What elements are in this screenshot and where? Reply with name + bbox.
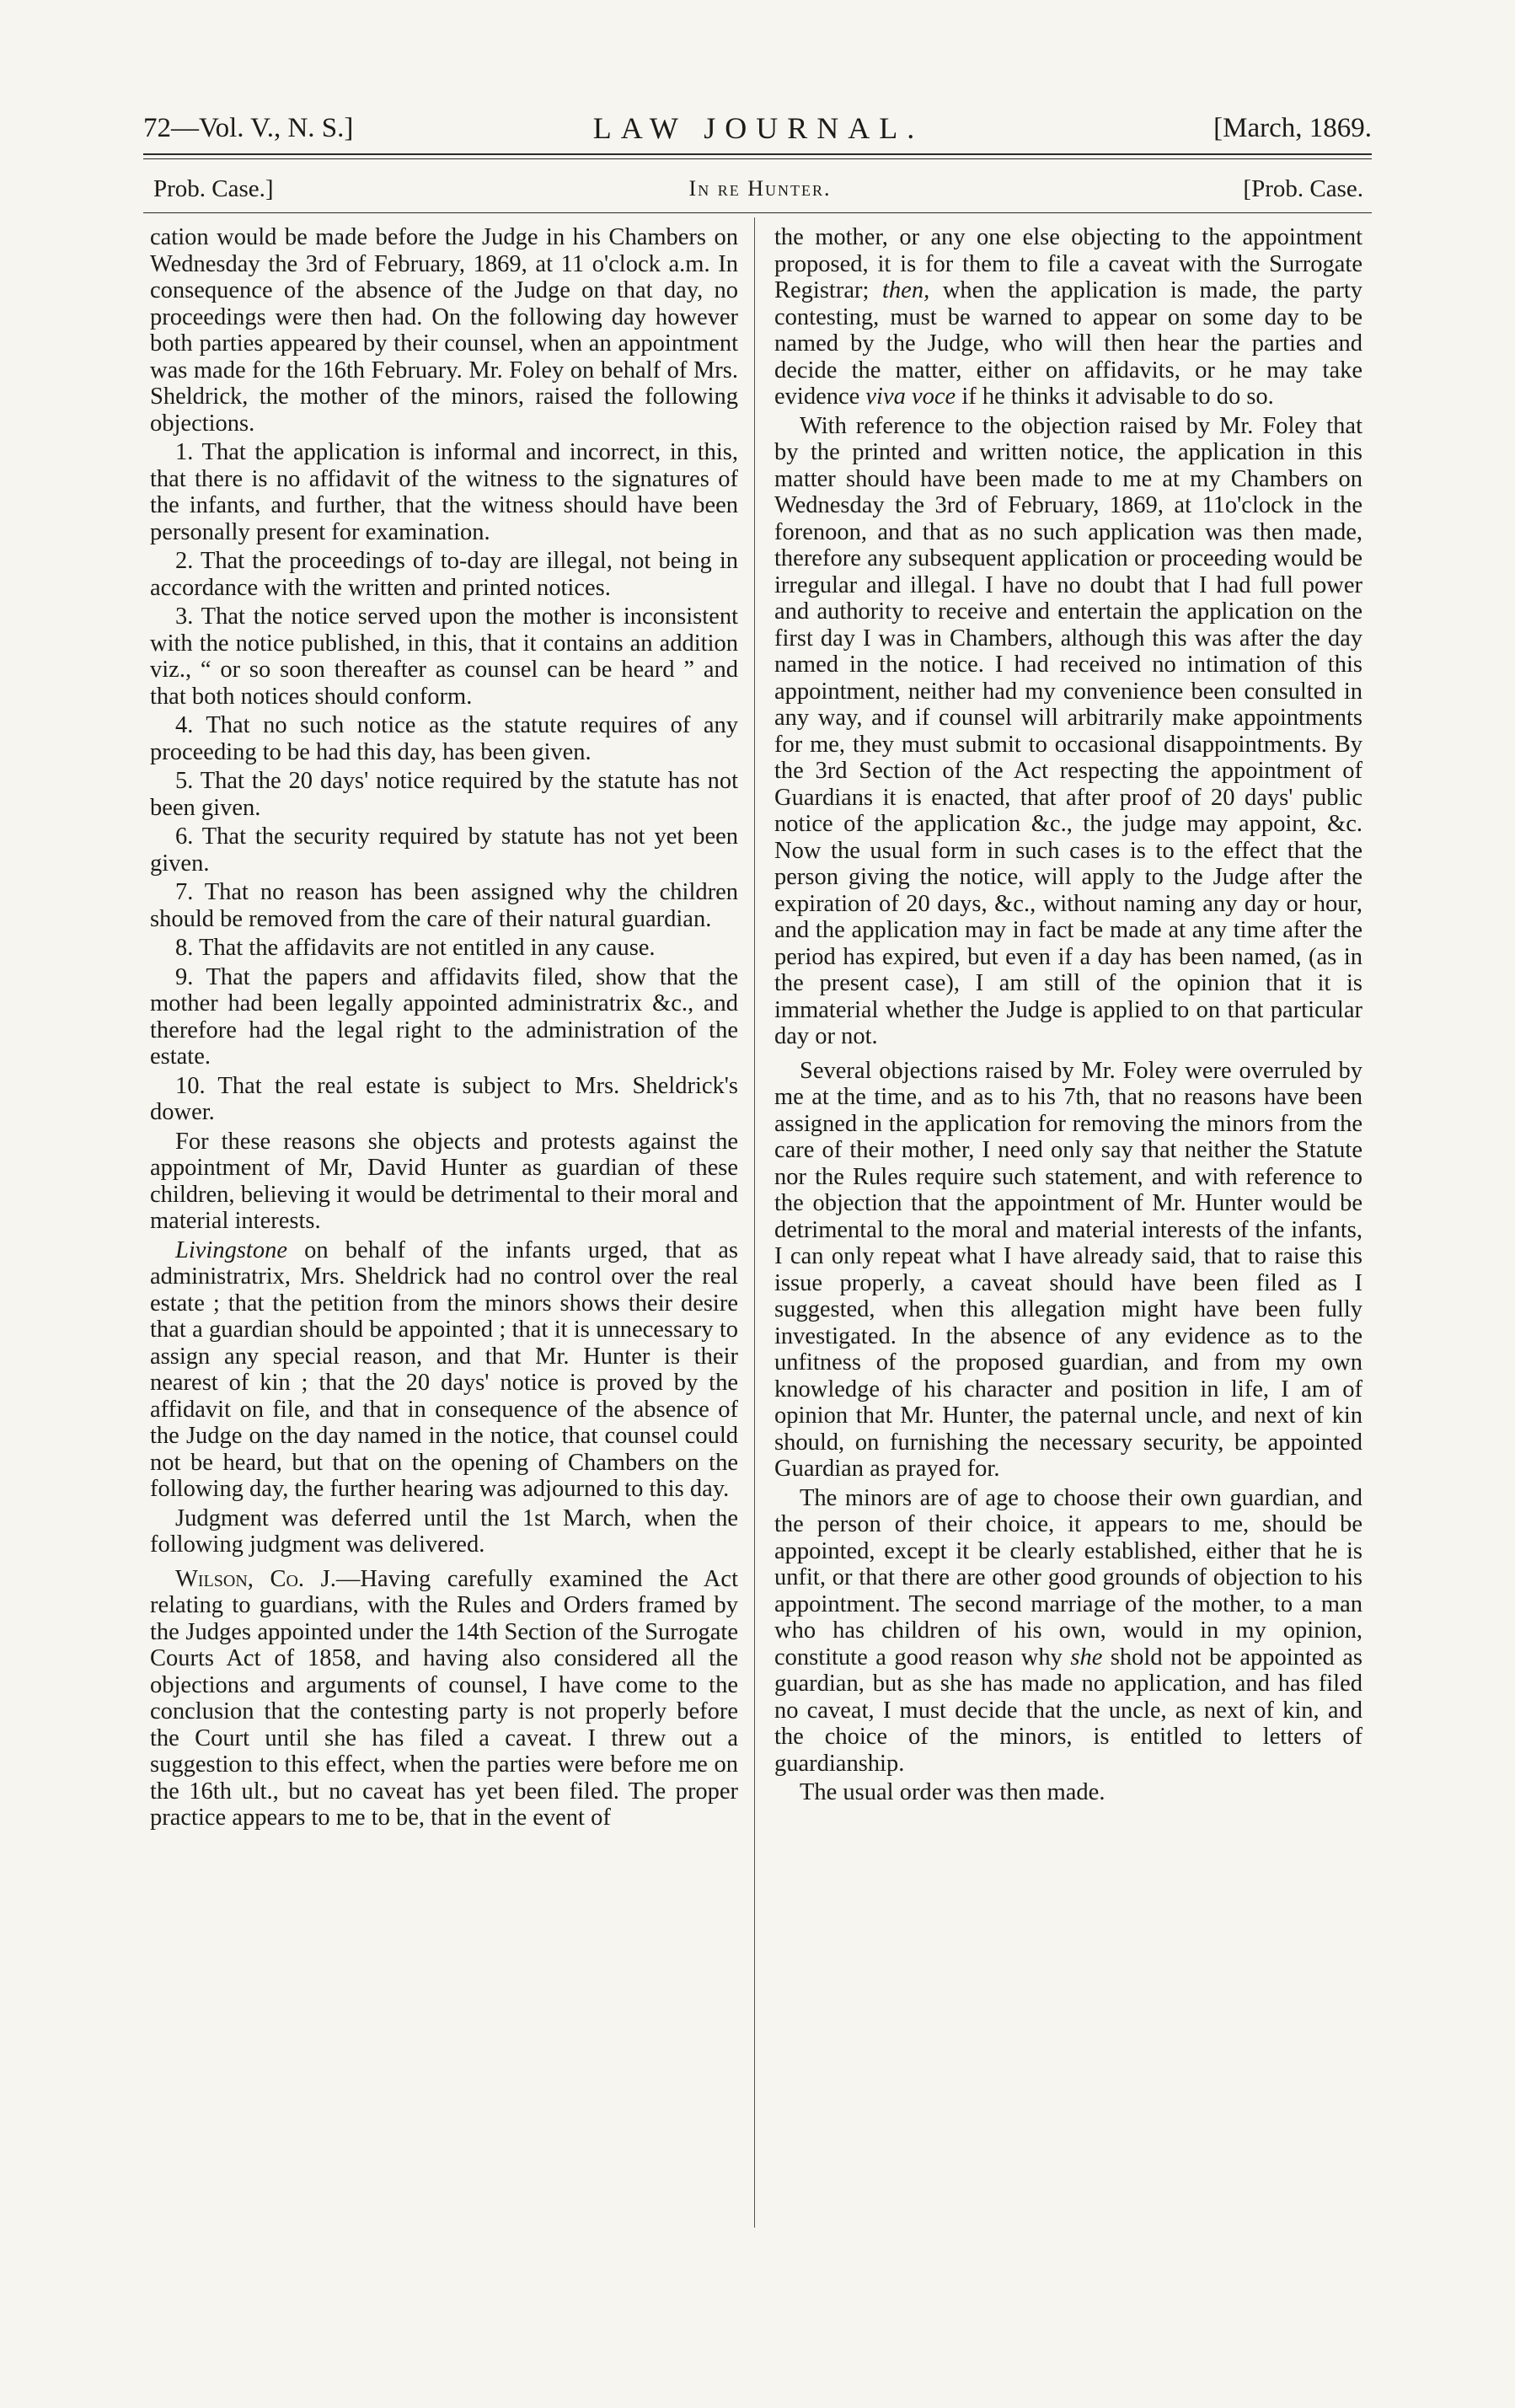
left-column: [150, 224, 738, 1834]
objection-item: 3. That the notice served upon the mother is inconsistent with the notice published, in this, that it contains an addition viz., “ or so soon thereafter as counsel can be heard ” and that both notices should conform.: [150, 603, 738, 710]
header-rule-thin: [143, 158, 1372, 159]
objection-item: 8. That the affidavits are not entitled in any cause.: [175, 935, 656, 961]
italic-term: she: [1070, 1644, 1103, 1671]
case-type-right: [Prob. Case.: [1243, 175, 1363, 202]
judge-name: Wilson, Co. J.: [175, 1565, 336, 1592]
livingstone-argument: on behalf of the infants urged, that as administratrix, Mrs. Sheldrick had no control over the real estate ; that the petition from the minors shows their desire that a guardian should be appointed ; that it is unnecessary to assign any special reason, and that Mr. Hunter is their nearest of kin ; that the 20 days' notice is proved by the affidavit on file, and that in consequence of the absence of the Judge on the day named in the notice, that counsel could not be heard, but that on the opening of Chambers on the following day, the further hearing was adjourned to this day.: [150, 1236, 738, 1502]
objection-item: 6. That the security required by statute has not yet been given.: [150, 823, 738, 877]
italic-term: then,: [882, 277, 930, 303]
objection-item: 4. That no such notice as the statute requires of any proceeding to be had this day, has been given.: [150, 712, 738, 765]
paragraph-foley-objection: With reference to the objection raised by Mr. Foley that by the printed and written notice, the application in this matter should have been made to me at my Chambers on Wednesday the 3rd of February, 1869, at 11o'clock in the forenoon, and that as no such application was then made, therefore any subsequent application or proceeding would be irregular and illegal. I have no doubt that I had full power and authority to receive and entertain the application on the first day I was in Chambers, although this was after the day named in the notice. I had received no intimation of this appointment, neither had my convenience been consulted in any way, and if counsel will arbitrarily make appointments for me, they must submit to occasional disappointments. By the 3rd Section of the Act respecting the appointment of Guardians it is enacted, that after proof of 20 days' public notice of the application &c., the judge may appoint, &c. Now the usual form in such cases is to the effect that the person giving the notice, will apply to the Judge after the expiration of 20 days, &c., without naming any day or hour, and the application may in fact be made at any time after the period has expired, but even if a day has been named, (as in the present case), I am still of the opinion that it is immaterial whether the Judge is applied to on that particular day or not.: [774, 412, 1362, 1049]
text-span: the mother, or any one else objecting to the appointment proposed, it is for them to file a caveat with the Surrogate Registrar;: [774, 224, 1362, 303]
italic-term: viva voce: [865, 383, 956, 410]
objection-item: 9. That the papers and affidavits filed, show that the mother had been legally appointed administratrix &c., and therefore had the legal right to the administration of the estate.: [150, 963, 738, 1070]
objection-item: 10. That the real estate is subject to Mrs. Sheldrick's dower.: [150, 1072, 738, 1125]
paragraph-overruled: Several objections raised by Mr. Foley were overruled by me at the time, and as to his 7th, that no reasons have been assigned in the application for removing the minors from the care of their mother, I need only say that neither the Statute nor the Rules require such statement, and with reference to the objection that the appointment of Mr. Hunter would be detrimental to the moral and material interests of the infants, I can only repeat what I have already said, that to raise this issue properly, a caveat should have been filed as I suggested, when this allegation might have been fully investigated. In the absence of any evidence as to the unfitness of the proposed guardian, and from my own knowledge of his character and position in life, I am of opinion that Mr. Hunter, the paternal uncle, and next of kin should, on furnishing the necessary security, be appointed Guardian as prayed for.: [774, 1057, 1362, 1482]
header-rule-thick: [143, 153, 1372, 155]
paragraph-order: The usual order was then made.: [800, 1779, 1105, 1805]
case-header: [153, 173, 1363, 206]
objection-item: 7. That no reason has been assigned why the children should be removed from the care of their natural guardian.: [150, 879, 738, 932]
journal-title: LAW JOURNAL.: [592, 111, 924, 145]
counsel-name: Livingstone: [175, 1236, 287, 1263]
paragraph-deferred: Judgment was deferred until the 1st March, when the following judgment was delivered.: [150, 1504, 738, 1558]
text-span: shold not be appointed as guardian, but as she has made no application, and has filed no caveat, I must decide that the uncle, as next of kin, and the choice of the minors, is entitled to letters of guardianship.: [774, 1644, 1362, 1777]
objection-item: 1. That the application is informal and incorrect, in this, that there is no affidavit of the witness to the signatures of the infants, and further, that the witness should have been personally present for examination.: [150, 439, 738, 545]
text-span: The minors are of age to choose their own guardian, and the person of their choice, it appears to me, should be appointed, except it be clearly established, either that he is unfit, or that there are other good grounds of objection to his appointment. The second marriage of the mother, to a man who has children of his own, would in my opinion, constitute a good reason why: [774, 1484, 1362, 1671]
paragraph-caveat-practice: [774, 224, 1362, 410]
page-number-volume: 72—Vol. V., N. S.]: [143, 113, 354, 143]
case-title: In re Hunter.: [688, 176, 832, 201]
case-header-rule: [143, 212, 1372, 213]
right-column: [774, 224, 1362, 1809]
text-span: when the application is made, the party contesting, must be warned to appear on some day to be named by the Judge, who will then hear the parties and decide the matter, either on affidavits, or he may take evidence: [774, 277, 1362, 410]
running-head: [143, 110, 1372, 148]
paragraph-judgment: [150, 1566, 738, 1831]
text-span: if he thinks it advisable to do so.: [956, 383, 1274, 410]
objection-item: 5. That the 20 days' notice required by the statute has not been given.: [150, 768, 738, 821]
paragraph-livingstone: [150, 1237, 738, 1503]
case-type-left: Prob. Case.]: [153, 175, 274, 202]
judgment-text: —Having carefully examined the Act relating to guardians, with the Rules and Orders framed by the Judges appointed under the 14th Section of the Surrogate Courts Act of 1858, and having also considered all the objections and arguments of counsel, I have come to the conclusion that the contesting party is not properly before the Court until she has filed a caveat. I threw out a suggestion to this effect, when the parties were before me on the 16th ult., but no caveat has yet been filed. The proper practice appears to me to be, that in the event of: [150, 1565, 738, 1831]
column-divider: [754, 217, 755, 2228]
paragraph-application: cation would be made before the Judge in his Chambers on Wednesday the 3rd of February, 1869, at 11 o'clock a.m. In consequence of the absence of the Judge on that day, no proceedings were then had. On the following day however both parties appeared by their counsel, when an appointment was made for the 16th February. Mr. Foley on behalf of Mrs. Sheldrick, the mother of the minors, raised the following objections.: [150, 224, 738, 437]
issue-date: [March, 1869.: [1213, 113, 1372, 143]
paragraph-minors-choice: [774, 1485, 1362, 1778]
objection-item: 2. That the proceedings of to-day are illegal, not being in accordance with the written and printed notices.: [150, 548, 738, 601]
paragraph-reasons: For these reasons she objects and protests against the appointment of Mr, David Hunter as guardian of these children, believing it would be detrimental to their moral and material interests.: [150, 1128, 738, 1234]
